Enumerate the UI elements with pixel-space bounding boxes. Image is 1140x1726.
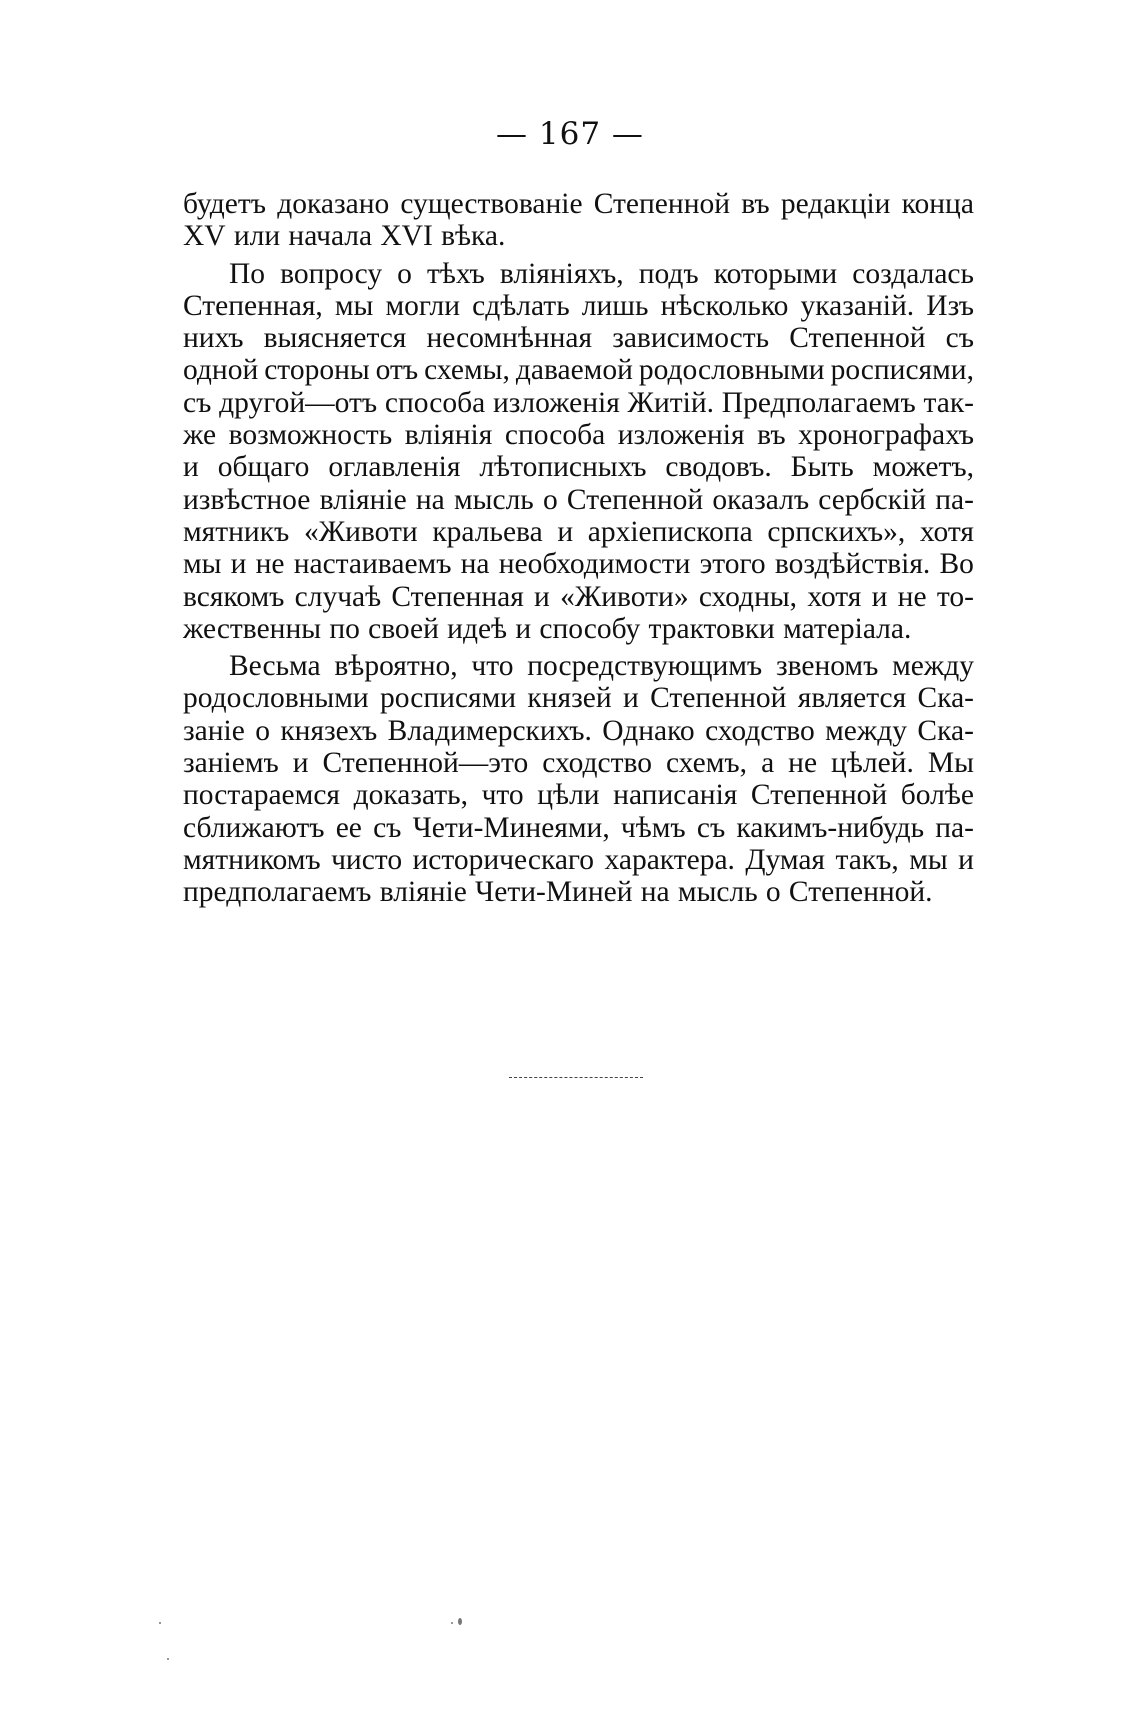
text-line: и общаго оглавленія лѣтописныхъ сводовъ. Быть можетъ, — [183, 451, 974, 484]
text-line: заніемъ и Степенной—это сходство схемъ, а не цѣлей. Мы — [183, 747, 974, 780]
section-divider — [509, 1077, 643, 1078]
page-number: — 167 — — [496, 116, 644, 152]
text-line: XV или начала XVI вѣка. — [183, 220, 506, 253]
text-line: предполагаемъ вліяніе Чети-Миней на мысль о Степенной. — [183, 876, 933, 909]
text-line: всякомъ случаѣ Степенная и «Животи» сходны, хотя и не то- — [183, 580, 974, 613]
text-line: же возможность вліянія способа изложенія въ хронографахъ — [183, 419, 974, 452]
text-line: мятникъ «Животи кральева и архіепископа српскихъ», хотя — [183, 515, 974, 548]
ink-speck — [167, 1658, 169, 1660]
text-line: нихъ выясняется несомнѣнная зависимость Степенной съ — [183, 322, 974, 355]
text-line: мятникомъ чисто историческаго характера. Думая такъ, мы и — [183, 843, 974, 876]
ink-speck — [159, 1622, 161, 1624]
text-line: жественны по своей идеѣ и способу трактовки матеріала. — [183, 612, 912, 645]
ink-speck — [458, 1618, 462, 1625]
text-line: сближаютъ ее съ Чети-Минеями, чѣмъ съ какимъ-нибудь па- — [183, 811, 974, 844]
text-line: съ другой—отъ способа изложенія Житій. Предполагаемъ так- — [183, 386, 974, 419]
body-text — [183, 188, 974, 909]
text-line: По вопросу о тѣхъ вліяніяхъ, подъ которыми создалась — [229, 257, 974, 290]
text-line: родословными росписями князей и Степенной является Ска- — [183, 682, 974, 715]
text-line: Степенная, мы могли сдѣлать лишь нѣсколько указаній. Изъ — [183, 289, 974, 322]
text-line: будетъ доказано существованіе Степенной въ редакціи конца — [183, 188, 974, 220]
text-line: мы и не настаиваемъ на необходимости этого воздѣйствія. Во — [183, 548, 974, 581]
text-line: одной стороны отъ схемы, даваемой родословными росписями, — [183, 354, 974, 387]
text-line: заніе о князехъ Владимерскихъ. Однако сходство между Ска- — [183, 714, 974, 747]
text-line: извѣстное вліяніе на мысль о Степенной оказалъ сербскій па- — [183, 483, 974, 516]
ink-speck — [451, 1622, 453, 1624]
text-line: Весьма вѣроятно, что посредствующимъ звеномъ между — [229, 650, 974, 683]
text-line: постараемся доказать, что цѣли написанія Степенной болѣе — [183, 779, 974, 812]
